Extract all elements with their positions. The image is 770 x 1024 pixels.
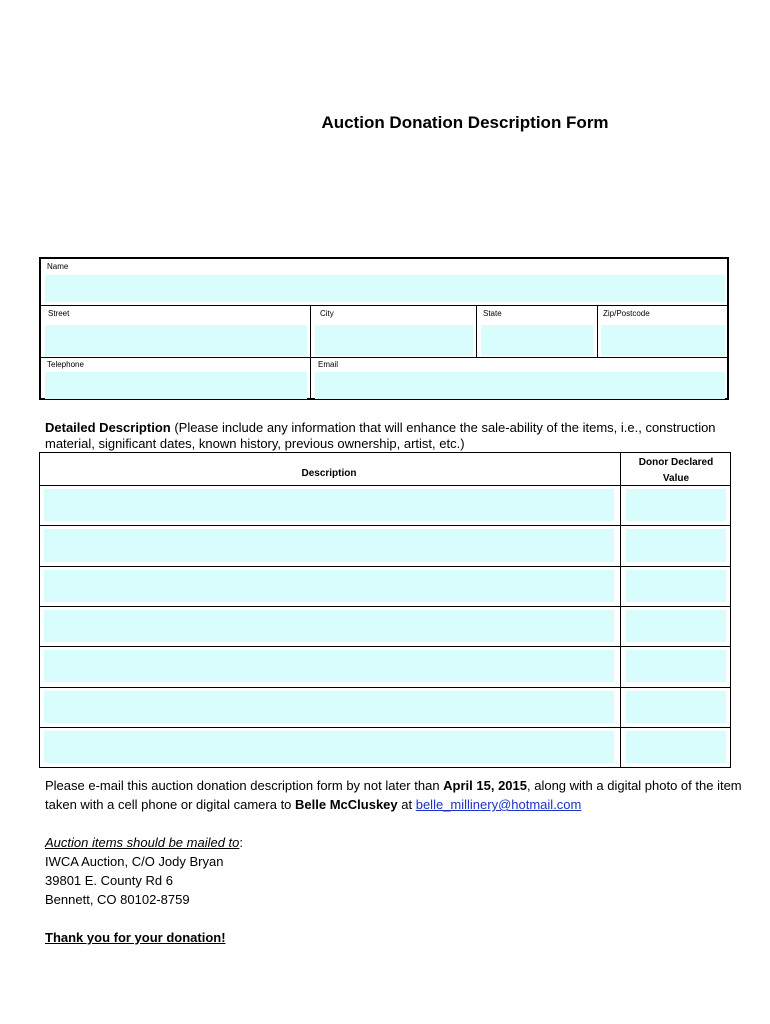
description-column-header: Description xyxy=(301,468,357,479)
description-input[interactable] xyxy=(44,731,614,763)
telephone-label: Telephone xyxy=(47,360,84,369)
deadline-date: April 15, 2015 xyxy=(443,778,527,793)
street-field[interactable] xyxy=(45,325,307,356)
street-label: Street xyxy=(48,309,70,318)
name-field[interactable] xyxy=(45,275,725,302)
mailing-heading-colon: : xyxy=(239,835,244,850)
mailing-heading: Auction items should be mailed to xyxy=(45,835,240,850)
instructions-text-3: at xyxy=(397,797,416,812)
description-input[interactable] xyxy=(44,650,614,682)
state-label: State xyxy=(483,309,502,318)
form-title: Auction Donation Description Form xyxy=(321,113,609,132)
description-input[interactable] xyxy=(44,529,614,561)
column-divider xyxy=(310,357,311,400)
value-input[interactable] xyxy=(626,489,726,521)
city-field[interactable] xyxy=(315,325,473,356)
column-divider xyxy=(476,305,477,357)
row-divider xyxy=(40,525,730,526)
mailing-heading-line xyxy=(45,833,745,852)
value-header-line2: Value xyxy=(662,473,690,484)
instructions-text-1: Please e-mail this auction donation description form by not later than xyxy=(45,778,444,793)
contact-section xyxy=(39,257,729,400)
instructions-paragraph xyxy=(45,776,745,814)
value-input[interactable] xyxy=(626,731,726,763)
description-input[interactable] xyxy=(44,610,614,642)
contact-email-link[interactable]: belle_millinery@hotmail.com xyxy=(415,797,582,812)
mailing-address xyxy=(45,833,745,909)
row-divider xyxy=(40,646,730,647)
row-divider xyxy=(40,727,730,728)
description-note xyxy=(45,420,745,452)
zip-label: Zip/Postcode xyxy=(603,309,650,318)
row-divider xyxy=(40,687,730,688)
header-divider xyxy=(40,485,730,486)
telephone-field[interactable] xyxy=(45,372,307,399)
value-input[interactable] xyxy=(626,610,726,642)
description-instructions: (Please include any information that will enhance the sale-ability of the items, i.e., construction material, significant dates, known history, previous ownership, artist, etc.) xyxy=(45,420,716,451)
state-field[interactable] xyxy=(481,325,593,356)
thank-you-message: Thank you for your donation! xyxy=(45,930,226,945)
column-divider xyxy=(597,305,598,357)
value-input[interactable] xyxy=(626,691,726,723)
description-input[interactable] xyxy=(44,489,614,521)
description-input[interactable] xyxy=(44,570,614,602)
value-input[interactable] xyxy=(626,650,726,682)
email-label: Email xyxy=(318,360,339,369)
column-divider xyxy=(310,305,311,357)
row-divider xyxy=(40,606,730,607)
city-label: City xyxy=(320,309,334,318)
address-line-2: 39801 E. County Rd 6 xyxy=(45,873,173,888)
column-divider xyxy=(620,453,621,767)
description-table xyxy=(39,452,731,768)
address-line-3: Bennett, CO 80102-8759 xyxy=(45,892,190,907)
value-column-header xyxy=(622,455,730,487)
row-divider xyxy=(41,305,727,306)
row-divider xyxy=(41,357,727,358)
email-field[interactable] xyxy=(315,372,725,399)
description-heading: Detailed Description xyxy=(45,420,171,435)
instructions-text-2: , along with a digital photo of the item taken with a cell phone or digital camera to xyxy=(45,778,742,812)
row-divider xyxy=(40,566,730,567)
description-input[interactable] xyxy=(44,691,614,723)
name-label: Name xyxy=(47,262,69,271)
address-line-1: IWCA Auction, C/O Jody Bryan xyxy=(45,854,224,869)
value-input[interactable] xyxy=(626,570,726,602)
value-header-line1: Donor Declared xyxy=(638,457,714,468)
value-input[interactable] xyxy=(626,529,726,561)
zip-field[interactable] xyxy=(601,325,725,356)
contact-person: Belle McCluskey xyxy=(295,797,398,812)
